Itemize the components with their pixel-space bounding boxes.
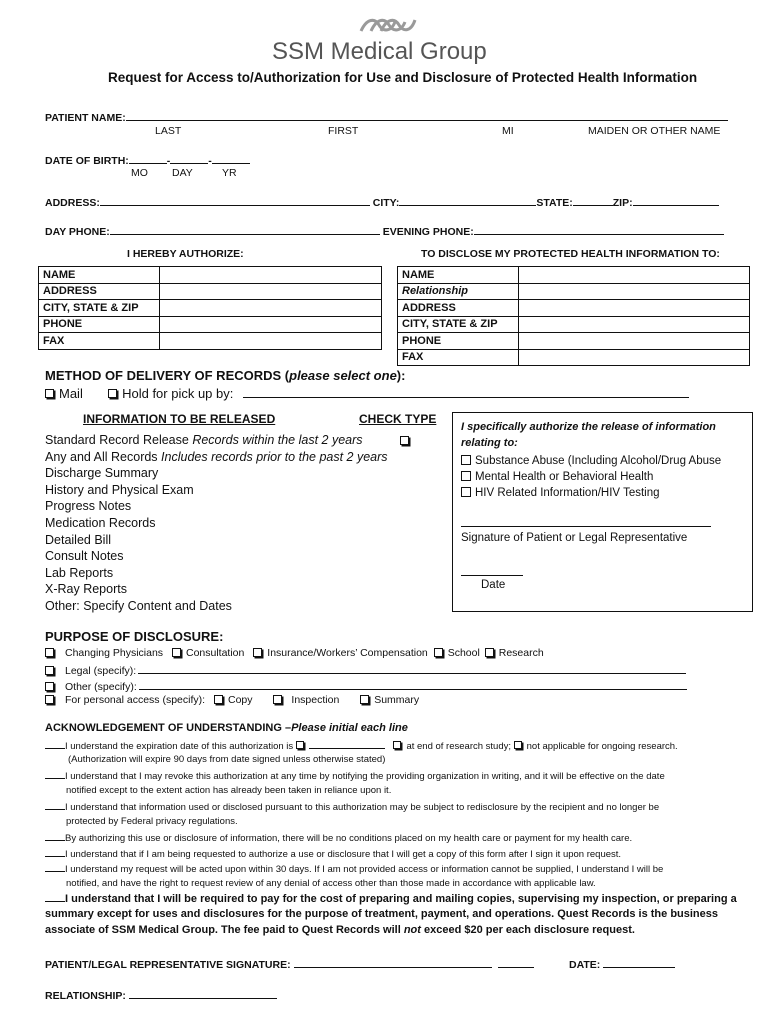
sub-day: DAY (172, 167, 193, 179)
auth-fax-field[interactable] (160, 333, 382, 350)
sub-first: FIRST (328, 125, 359, 137)
rec-fax-label: FAX (398, 349, 519, 366)
ack-expiry-checkbox[interactable] (296, 741, 304, 749)
hold-name-field[interactable] (243, 387, 689, 398)
other-label: Other (specify): (65, 681, 137, 693)
disclose-to-heading: TO DISCLOSE MY PROTECTED HEALTH INFORMATION TO: (421, 248, 720, 260)
info-item (45, 465, 425, 482)
ack-initial-3[interactable] (45, 801, 65, 810)
inspection-checkbox[interactable] (273, 695, 282, 704)
patient-name-label: PATIENT NAME: (45, 112, 126, 124)
delivery-heading-text: METHOD OF DELIVERY OF RECORDS ( (45, 368, 290, 383)
purpose-option-label: Insurance/Workers’ Compensation (267, 647, 428, 659)
ack-l3b: protected by Federal privacy regulations. (66, 816, 238, 827)
ack-l5: I understand that if I am being requested to authorize a use or disclosure that I will get a copy of this form after I sign it upon request. (65, 849, 622, 860)
sub-mi: MI (502, 125, 514, 137)
delivery-heading-end: ): (396, 368, 406, 383)
info-heading: INFORMATION TO BE RELEASED (83, 412, 276, 426)
ack-research-checkbox[interactable] (393, 741, 401, 749)
other-checkbox[interactable] (45, 682, 54, 691)
ack-heading-italic: Please initial each line (291, 722, 408, 734)
ack-line-1 (45, 740, 678, 752)
specific-option-checkbox[interactable] (461, 471, 471, 481)
authorize-heading: I HEREBY AUTHORIZE: (127, 248, 244, 260)
info-item (45, 498, 425, 515)
ack-l1b: at end of research study; (406, 741, 511, 752)
rec-phone-label: PHONE (398, 333, 519, 350)
info-item (45, 565, 425, 582)
specific-option-label: Substance Abuse (Including Alcohol/Drug Abuse (475, 455, 722, 467)
summary-checkbox[interactable] (360, 695, 369, 704)
mail-label: Mail (59, 386, 83, 401)
ack-l6a: I understand my request will be acted upon within 30 days. If I am not provided access or information cannot be supplied, I understand I will be (65, 864, 664, 875)
purpose-option-label: Research (498, 647, 544, 659)
ack-l6b: notified, and have the right to request review of any denial of access other than those made in accordance with applicable law. (66, 878, 596, 889)
address-row (45, 195, 719, 209)
ack-l7b: summary except for uses and disclosures for the purpose of treatment, payment, and operations. Quest Records is the business (45, 908, 719, 920)
specific-option (461, 469, 721, 485)
purpose-checkbox[interactable] (172, 648, 181, 657)
ack-line-2 (45, 770, 665, 782)
info-item-label: Lab Reports (45, 565, 114, 580)
info-item-label: X-Ray Reports (45, 582, 127, 597)
copy-checkbox[interactable] (214, 695, 223, 704)
ack-initial-5[interactable] (45, 848, 65, 857)
ack-line-6 (45, 863, 663, 875)
ack-l2b: notified except to the extent action has already been taken in reliance upon it. (66, 785, 392, 796)
ack-l7a: I understand that I will be required to pay for the cost of preparing and mailing copies, supervising my inspection, or preparing a (65, 893, 737, 905)
other-field[interactable] (139, 679, 687, 690)
specific-intro-1: I specifically authorize the release of information (461, 421, 716, 433)
check-type-heading: CHECK TYPE (359, 412, 437, 426)
info-item-note: Records within the last 2 years (192, 433, 363, 447)
specific-option (461, 485, 721, 501)
delivery-heading-italic: please select one (289, 368, 397, 383)
info-item-label: Discharge Summary (45, 466, 159, 481)
rec-address-label: ADDRESS (398, 300, 519, 317)
rec-phone-field[interactable] (519, 333, 750, 350)
info-item (45, 482, 425, 499)
rec-csz-label: CITY, STATE & ZIP (398, 316, 519, 333)
ack-l1d: (Authorization will expire 90 days from date signed unless otherwise stated) (68, 754, 386, 765)
purpose-legal-row (45, 663, 686, 677)
date-line[interactable] (461, 575, 523, 576)
purpose-personal-row (45, 694, 419, 706)
legal-label: Legal (specify): (65, 665, 137, 677)
sub-maiden: MAIDEN OR OTHER NAME (588, 125, 721, 137)
mail-checkbox[interactable] (45, 389, 54, 398)
ack-l7c-end: exceed $20 per each disclosure request. (420, 924, 635, 936)
purpose-checkbox[interactable] (485, 648, 494, 657)
purpose-checkbox[interactable] (434, 648, 443, 657)
info-item-label: Detailed Bill (45, 532, 112, 547)
ack-l7c-row (45, 924, 635, 936)
dob-row (45, 153, 250, 167)
purpose-heading: PURPOSE OF DISCLOSURE: (45, 629, 224, 644)
hold-checkbox[interactable] (108, 389, 117, 398)
auth-csz-field[interactable] (160, 300, 382, 317)
patient-name-field[interactable] (126, 110, 728, 121)
purpose-row-1 (45, 647, 544, 659)
rec-csz-field[interactable] (519, 316, 750, 333)
state-label: STATE: (536, 197, 573, 209)
purpose-checkbox[interactable] (253, 648, 262, 657)
info-item (45, 515, 425, 532)
auth-phone-field[interactable] (160, 316, 382, 333)
info-item-label: Any and All Records (45, 449, 162, 464)
org-name (272, 38, 487, 66)
dob-year-field[interactable] (212, 153, 250, 164)
recipient-table (397, 266, 750, 366)
delivery-options (45, 386, 689, 401)
rec-relationship-label: Relationship (398, 283, 519, 300)
dob-sep-2: - (208, 155, 212, 167)
patient-signature-label: PATIENT/LEGAL REPRESENTATIVE SIGNATURE: (45, 959, 291, 971)
info-item-label: Progress Notes (45, 499, 132, 514)
purpose-checkbox[interactable] (45, 648, 54, 657)
info-item-label: History and Physical Exam (45, 482, 194, 497)
relationship-field[interactable] (129, 988, 277, 999)
city-label: CITY: (372, 197, 400, 209)
address-label: ADDRESS: (45, 197, 100, 209)
dob-label: DATE OF BIRTH: (45, 155, 129, 167)
ack-line-3 (45, 801, 659, 813)
state-field[interactable] (573, 195, 613, 206)
rec-relationship-field[interactable] (519, 283, 750, 300)
rec-fax-field[interactable] (519, 349, 750, 366)
purpose-other-row (45, 679, 687, 693)
ack-initial-2[interactable] (45, 770, 65, 779)
relationship-label: RELATIONSHIP: (45, 990, 126, 1002)
signature-caption: Signature of Patient or Legal Representative (461, 532, 688, 544)
footer-date-field[interactable] (603, 957, 675, 968)
ack-heading-text: ACKNOWLEDGEMENT OF UNDERSTANDING – (45, 722, 292, 734)
specific-authorization-panel (452, 412, 753, 612)
info-item-label: Medication Records (45, 515, 156, 530)
ssm-logo-mark (357, 14, 419, 36)
inspection-label: Inspection (291, 694, 340, 706)
org-name-text: SSM Medical Group (272, 38, 487, 65)
info-item-label: Other: Specify Content and Dates (45, 598, 232, 613)
specific-option-label: Mental Health or Behavioral Health (475, 471, 654, 483)
ack-initial-1[interactable] (45, 740, 65, 749)
purpose-option-label: Changing Physicians (65, 647, 164, 659)
dob-month-field[interactable] (129, 153, 167, 164)
sub-last: LAST (155, 125, 182, 137)
auth-name-field[interactable] (160, 267, 382, 284)
sub-mo: MO (131, 167, 148, 179)
date-row (569, 957, 675, 971)
purpose-option-label: Consultation (185, 647, 245, 659)
auth-fax-label: FAX (39, 333, 160, 350)
patient-signature-extra-field[interactable] (498, 957, 534, 968)
ack-l7c-italic: not (403, 924, 421, 936)
specific-option (461, 453, 721, 469)
day-phone-field[interactable] (110, 224, 380, 235)
summary-label: Summary (374, 694, 420, 706)
dob-sep-1: - (166, 155, 171, 167)
legal-checkbox[interactable] (45, 666, 54, 675)
ack-heading (45, 722, 408, 734)
address-field[interactable] (100, 195, 370, 206)
ack-l7c: associate of SSM Medical Group. The fee paid to Quest Records will (45, 924, 404, 936)
evening-phone-label: EVENING PHONE: (382, 226, 474, 238)
city-field[interactable] (399, 195, 536, 206)
sub-yr: YR (222, 167, 237, 179)
info-item-note: Includes records prior to the past 2 years (161, 449, 388, 464)
ack-line-4 (45, 832, 632, 844)
ack-initial-7[interactable] (45, 893, 65, 902)
auth-address-label: ADDRESS (39, 283, 160, 300)
info-item-label: Consult Notes (45, 549, 124, 564)
patient-signature-field[interactable] (294, 957, 492, 968)
personal-checkbox[interactable] (45, 695, 54, 704)
signature-row (45, 957, 534, 971)
info-item (45, 548, 425, 565)
evening-phone-field[interactable] (474, 224, 724, 235)
ack-l2a: I understand that I may revoke this authorization at any time by notifying the providing organization in writing, and it will be effective on the date (65, 771, 665, 782)
delivery-heading (45, 368, 405, 383)
legal-field[interactable] (138, 663, 686, 674)
info-item (45, 432, 425, 449)
ack-l1a: I understand the expiration date of this authorization is (65, 741, 294, 752)
zip-field[interactable] (633, 195, 719, 206)
copy-label: Copy (227, 694, 253, 706)
authorize-table (38, 266, 382, 350)
patient-name-row (45, 110, 728, 124)
specific-option-label: HIV Related Information/HIV Testing (475, 487, 660, 499)
zip-label: ZIP: (612, 197, 633, 209)
auth-address-field[interactable] (160, 283, 382, 300)
info-list (45, 432, 425, 615)
rec-name-label: NAME (398, 267, 519, 284)
auth-phone-label: PHONE (39, 316, 160, 333)
specific-options (461, 453, 721, 501)
info-item (45, 581, 425, 598)
day-phone-label: DAY PHONE: (45, 226, 110, 238)
info-item (45, 532, 425, 549)
info-item (45, 598, 425, 615)
signature-line[interactable] (461, 526, 711, 527)
ack-line-7 (45, 893, 737, 905)
info-item-checkbox[interactable] (400, 436, 409, 445)
ack-ongoing-checkbox[interactable] (514, 741, 522, 749)
ack-line-5 (45, 848, 621, 860)
purpose-option-label: School (447, 647, 480, 659)
auth-name-label: NAME (39, 267, 160, 284)
dob-day-field[interactable] (170, 153, 208, 164)
auth-csz-label: CITY, STATE & ZIP (39, 300, 160, 317)
hold-label: Hold for pick up by: (122, 386, 234, 401)
specific-intro-2: relating to: (461, 437, 518, 449)
ack-l1c: not applicable for ongoing research. (526, 741, 678, 752)
personal-label: For personal access (specify): (65, 694, 206, 706)
date-caption: Date (481, 579, 506, 591)
ack-expiry-date-field[interactable] (309, 740, 385, 749)
ack-initial-6[interactable] (45, 863, 65, 872)
ack-l3a: I understand that information used or disclosed pursuant to this authorization may be subject to redisclosure by the recipient and no longer be (65, 802, 660, 813)
rec-name-field[interactable] (519, 267, 750, 284)
info-item-label: Standard Record Release (45, 433, 193, 447)
footer-date-label: DATE: (569, 959, 601, 971)
ack-initial-4[interactable] (45, 832, 65, 841)
rec-address-field[interactable] (519, 300, 750, 317)
info-item (45, 449, 425, 466)
specific-option-checkbox[interactable] (461, 487, 471, 497)
phone-row (45, 224, 724, 238)
specific-option-checkbox[interactable] (461, 455, 471, 465)
ack-l4: By authorizing this use or disclosure of information, there will be no conditions placed on my health care or payment for my health care. (65, 833, 633, 844)
relationship-row (45, 988, 277, 1002)
page-title: Request for Access to/Authorization for Use and Disclosure of Protected Health Information (108, 70, 698, 85)
